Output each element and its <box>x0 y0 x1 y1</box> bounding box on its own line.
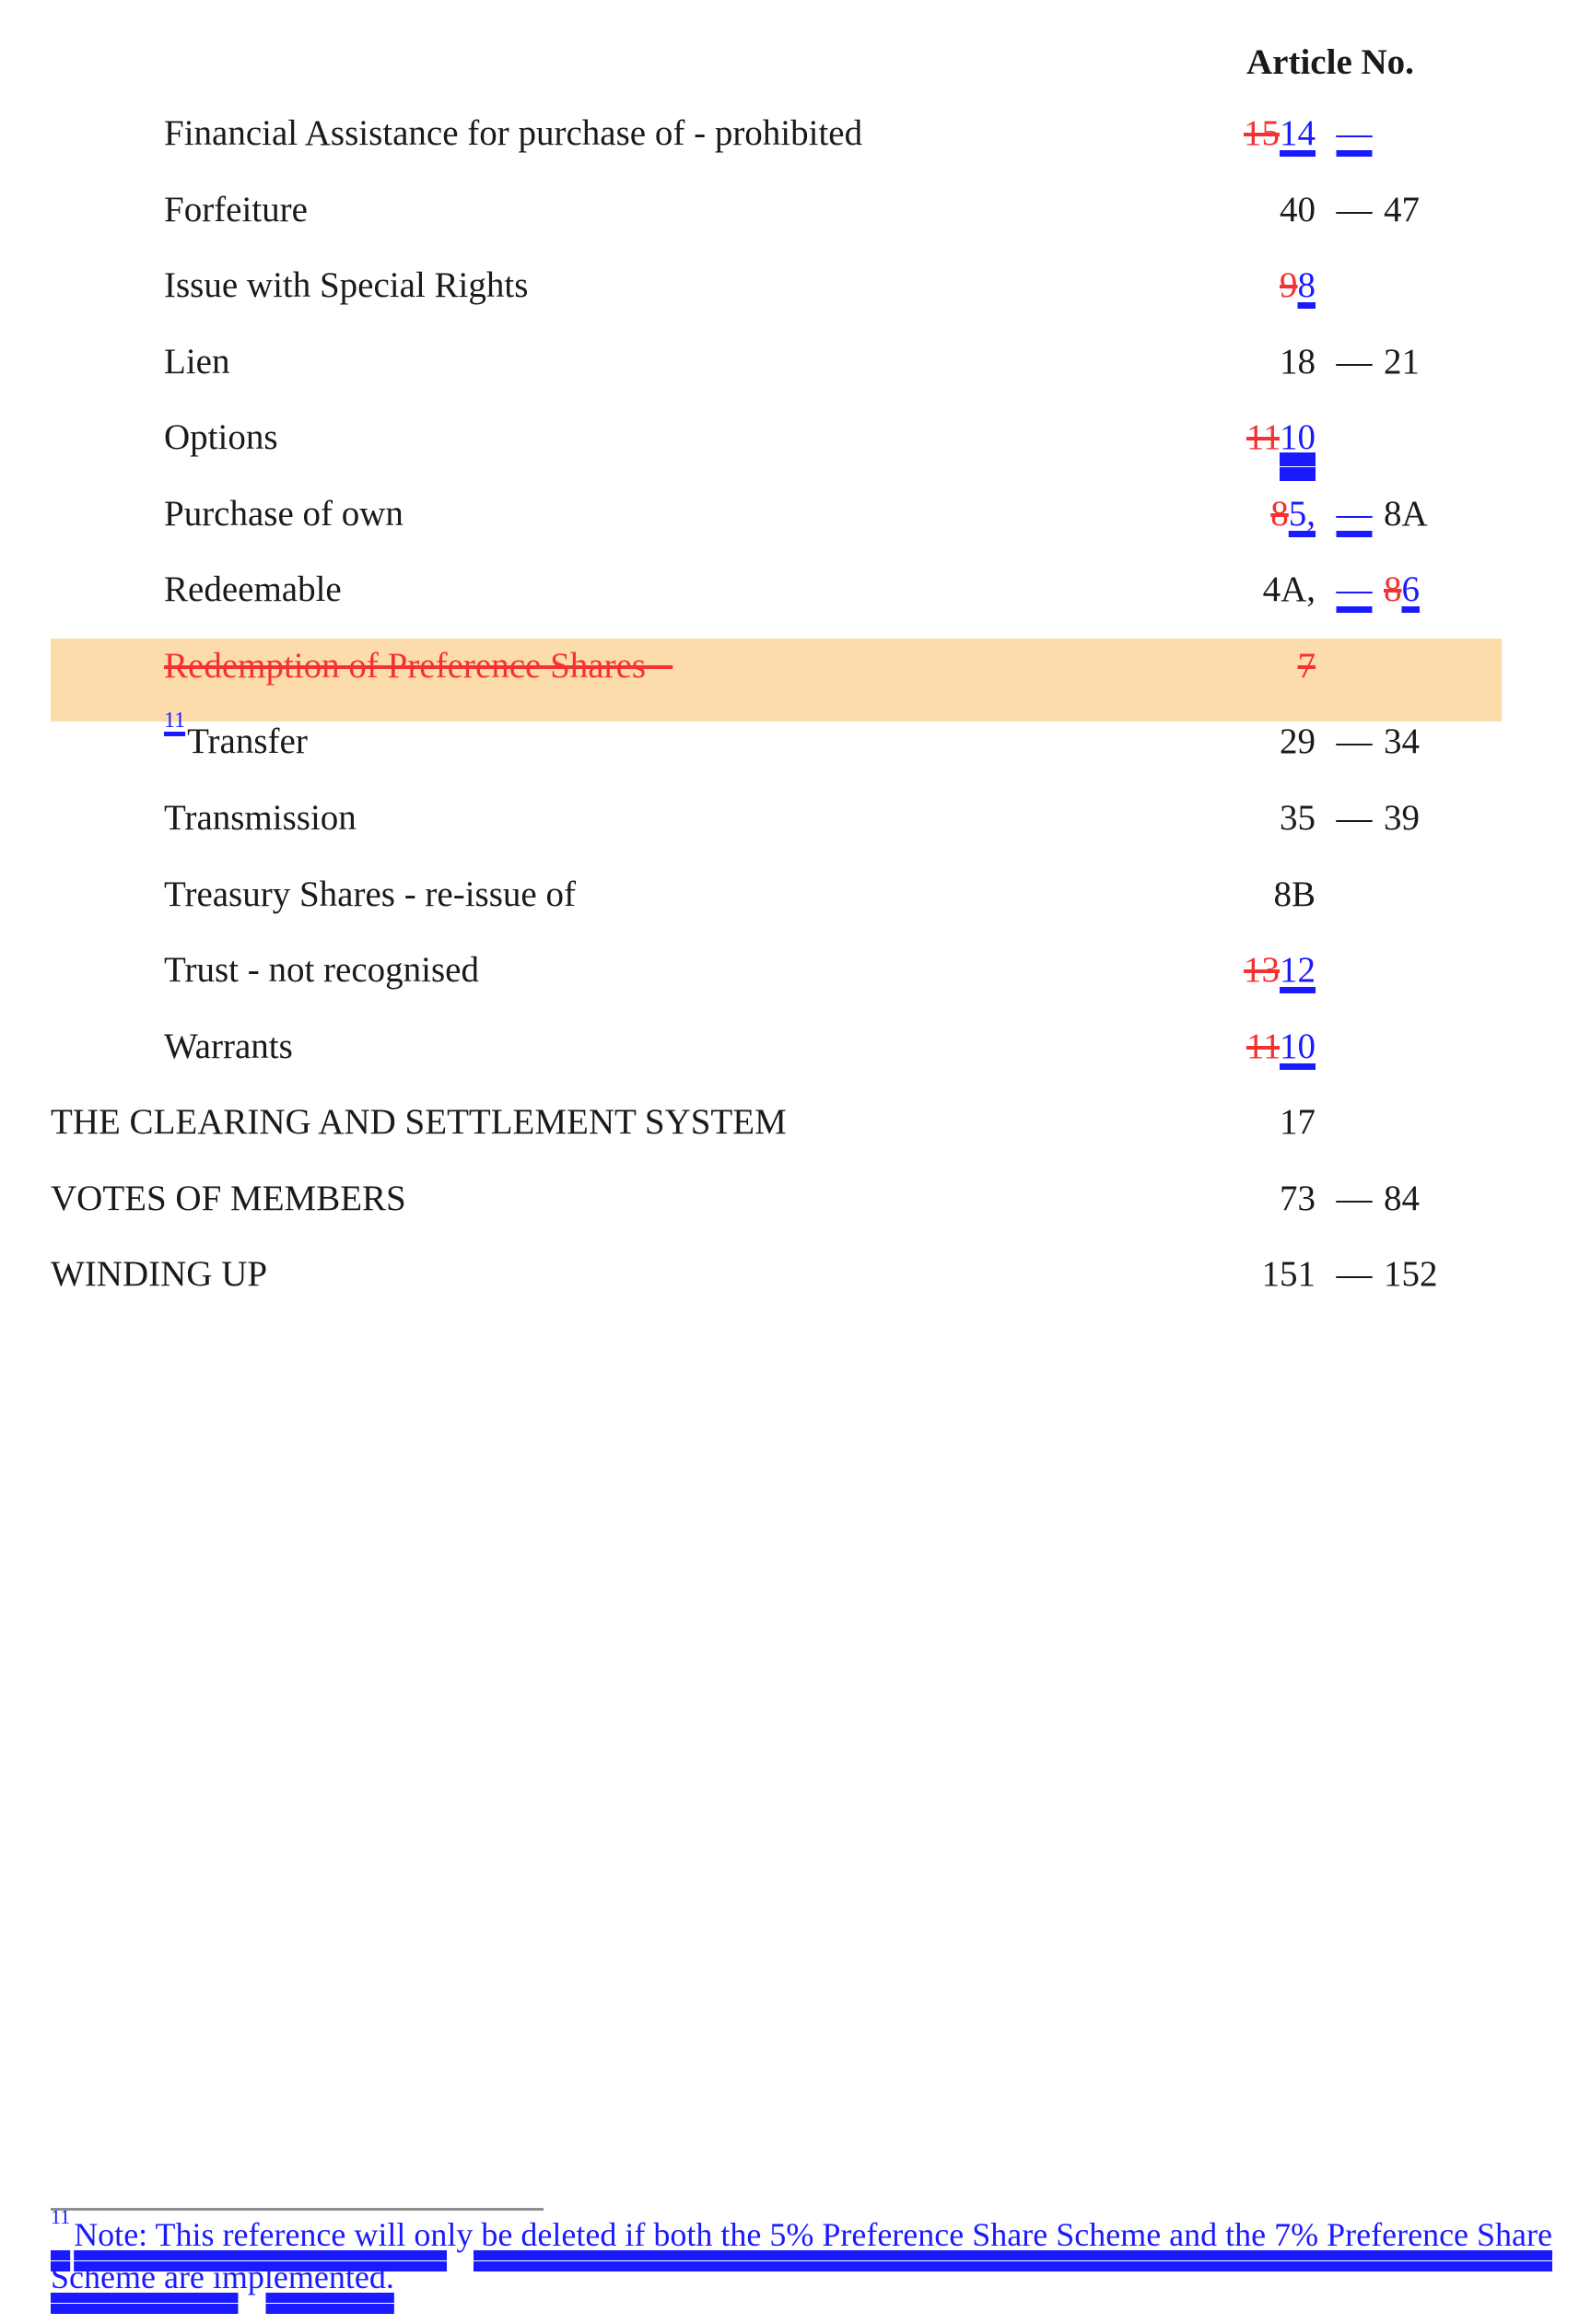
footnote-number: 11 <box>51 2205 71 2228</box>
toc-row <box>0 262 1579 310</box>
article-number-start <box>1133 490 1316 538</box>
article-number-start: 8B <box>1273 874 1316 914</box>
article-number-start <box>1133 414 1316 462</box>
article-number-start <box>1133 110 1316 158</box>
article-number-start: 29 <box>1280 722 1316 761</box>
deleted-number: 11 <box>1246 1027 1280 1066</box>
article-number-end <box>1384 566 1559 614</box>
inserted-number: 14 <box>1280 113 1316 153</box>
footnote-text: Note: This reference will only be deleted if both the 5% Preference Share Scheme and the 7% Preference Share Scheme are implemented. <box>51 2216 1552 2295</box>
toc-entry-label: Redeemable <box>164 569 342 609</box>
toc-row <box>0 490 1579 538</box>
toc-entry-label: Options <box>164 417 278 457</box>
article-range-dash <box>1328 490 1380 538</box>
footnote-inserted-text <box>51 2205 1552 2295</box>
inserted-number: 6 <box>1401 569 1420 609</box>
article-number-end: 8A <box>1384 494 1428 534</box>
article-number-end: 39 <box>1384 798 1420 838</box>
article-no-header: Article No. <box>1246 42 1414 82</box>
article-range-dash: — <box>1336 798 1373 838</box>
toc-row <box>0 110 1579 158</box>
toc-entry-label: Redemption of Preference Shares <box>164 646 647 686</box>
toc-row-section <box>0 1098 1579 1146</box>
article-range-dash: — <box>1336 1179 1373 1218</box>
deleted-number: 9 <box>1280 265 1298 305</box>
article-number-start <box>1133 946 1316 994</box>
article-number-start <box>1133 262 1316 310</box>
article-number-start: 35 <box>1280 798 1316 838</box>
footnote-ref-marker: 11 <box>164 709 186 733</box>
toc-row <box>0 338 1579 386</box>
toc-entry-label: Treasury Shares - re-issue of <box>164 874 576 914</box>
toc-entry-label: Forfeiture <box>164 190 308 229</box>
inserted-number: 10 <box>1280 417 1316 457</box>
article-number-end: 84 <box>1384 1179 1420 1218</box>
article-number-start <box>1133 642 1316 690</box>
article-range-dash: — <box>1336 722 1373 761</box>
article-number-end: 152 <box>1384 1254 1438 1294</box>
article-number-end: 47 <box>1384 190 1420 229</box>
article-number-end: 21 <box>1384 342 1420 381</box>
inserted-number: 10 <box>1280 1027 1316 1066</box>
deleted-number: 8 <box>1270 494 1289 534</box>
article-number-start: 40 <box>1280 190 1316 229</box>
toc-entry-label: Issue with Special Rights <box>164 265 529 305</box>
inserted-number: 12 <box>1280 950 1316 990</box>
deleted-number: 11 <box>1246 417 1280 457</box>
inserted-dash: — <box>1336 569 1373 609</box>
deleted-number: 13 <box>1244 950 1280 990</box>
article-number-start: 4A, <box>1262 569 1316 609</box>
article-range-dash <box>1328 566 1380 614</box>
toc-row <box>0 186 1579 234</box>
article-number-start: 17 <box>1280 1102 1316 1142</box>
toc-row <box>0 871 1579 919</box>
deleted-number: 15 <box>1244 113 1280 153</box>
toc-entry-label: Warrants <box>164 1027 293 1066</box>
toc-entry-label: Lien <box>164 342 230 381</box>
article-range-dash: — <box>1336 1254 1373 1294</box>
article-number-end: 34 <box>1384 722 1420 761</box>
toc-row <box>0 1023 1579 1071</box>
toc-row <box>0 794 1579 842</box>
article-range-dash: — <box>1336 190 1373 229</box>
article-number-start: 18 <box>1280 342 1316 381</box>
deleted-number: 7 <box>1297 646 1316 686</box>
inserted-dash: — <box>1336 494 1373 534</box>
deleted-number: 8 <box>1384 569 1402 609</box>
toc-section-label: THE CLEARING AND SETTLEMENT SYSTEM <box>51 1102 787 1142</box>
article-range-dash <box>1328 110 1380 158</box>
toc-section-label: VOTES OF MEMBERS <box>51 1179 406 1218</box>
toc-row-section <box>0 1250 1579 1298</box>
toc-row <box>0 566 1579 614</box>
toc-entry-label <box>164 709 308 766</box>
toc-entry-label: Trust - not recognised <box>164 950 479 990</box>
article-number-start <box>1133 1023 1316 1071</box>
toc-entry-label: Financial Assistance for purchase of - prohibited <box>164 113 863 153</box>
toc-row <box>0 709 1579 766</box>
footnote <box>51 2205 1552 2298</box>
toc-row-section <box>0 1175 1579 1223</box>
toc-row-deleted <box>0 642 1579 690</box>
toc-row <box>0 414 1579 462</box>
article-number-start: 151 <box>1261 1254 1316 1294</box>
toc-entry-label: Transmission <box>164 798 357 838</box>
toc-section-label: WINDING UP <box>51 1254 268 1294</box>
article-range-dash: — <box>1336 342 1373 381</box>
footnote-separator <box>51 2208 544 2211</box>
inserted-dash: — <box>1336 113 1373 153</box>
inserted-number: 5, <box>1288 494 1316 534</box>
inserted-number: 8 <box>1297 265 1316 305</box>
article-number-start: 73 <box>1280 1179 1316 1218</box>
toc-row <box>0 946 1579 994</box>
toc-entry-text: Transfer <box>187 722 308 761</box>
toc-entry-label: Purchase of own <box>164 494 404 534</box>
